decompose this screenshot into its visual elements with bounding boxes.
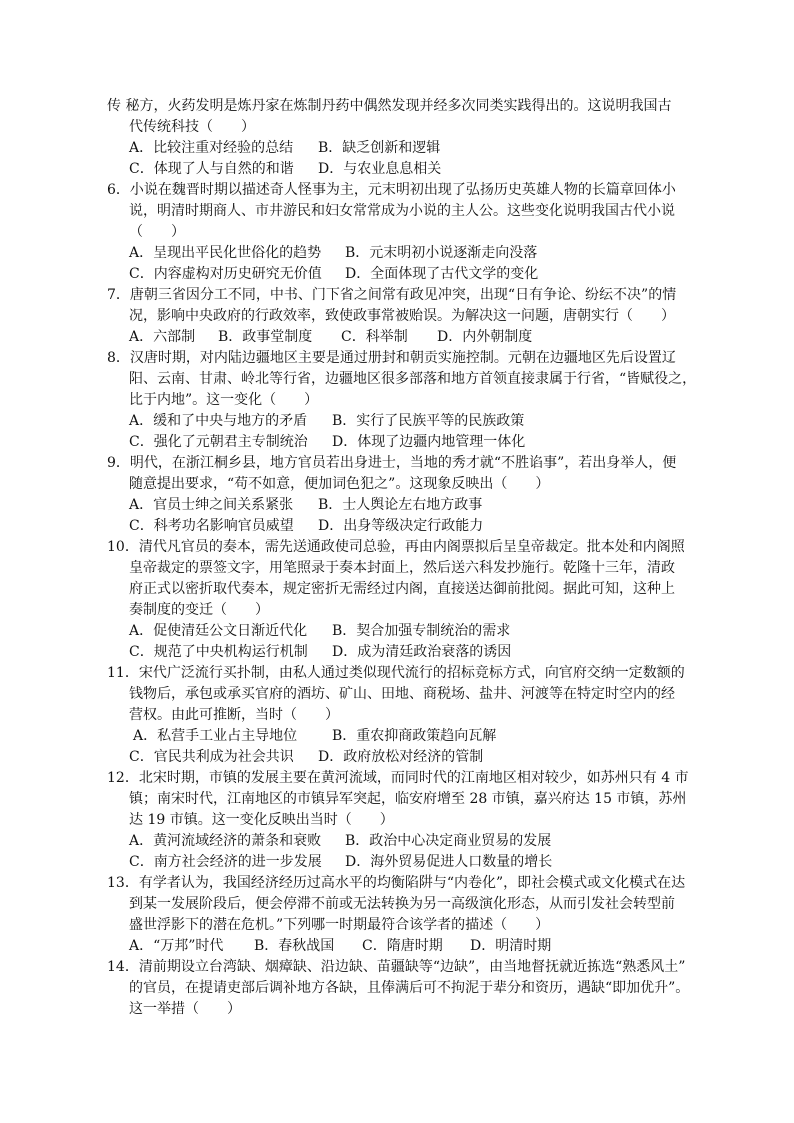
question-line: 9．明代，在浙江桐乡县，地方官员若出身进士，当地的秀才就“不胜谄事”，若出身举人，便 [107, 455, 677, 471]
question-line: 随意提出要求，“苟不如意，便加词色犯之”。这现象反映出（ ） [129, 476, 550, 492]
option-d: D．明清时期 [470, 938, 552, 954]
question-line: （ ） [129, 224, 185, 240]
option-c: C．规范了中央机构运行机制 [129, 644, 308, 660]
question-line: 6．小说在魏晋时期以描述奇人怪事为主，元末明初出现了弘扬历史英雄人物的长篇章回体小 [107, 182, 676, 198]
option-a: A．“万邦”时代 [129, 938, 224, 954]
question-line: 钱物后，承包或承买官府的酒坊、矿山、田地、商税场、盐井、河渡等在特定时空内的经 [129, 686, 675, 702]
question-line: 14．清前期设立台湾缺、烟瘴缺、沿边缺、苗疆缺等“边缺”，由当地督抚就近拣选“熟悉风土” [107, 959, 686, 975]
question-line: 传 秘方，火药发明是炼丹家在炼制丹药中偶然发现并经多次同类实践得出的。这说明我国古 [107, 98, 672, 114]
option-c: C．科举制 [341, 329, 408, 345]
question-line: 7．唐朝三省因分工不同，中书、门下省之间常有政见冲突，出现“日有争论、纷纭不决”的情 [107, 287, 677, 303]
option-c: C．官民共利成为社会共识 [129, 749, 294, 765]
question-line: 11．宋代广泛流行买扑制，由私人通过类似现代流行的招标竞标方式，向官府交纳一定数额的 [107, 665, 685, 681]
question-line: 盛世浮影下的潜在危机。”下列哪一时期最符合该学者的描述（ ） [129, 917, 550, 933]
question-line: 13．有学者认为，我国经济经历过高水平的均衡陷阱与“内卷化”，即社会模式或文化模式在达 [107, 875, 686, 891]
option-d: D．全面体现了古代文学的变化 [345, 266, 539, 282]
question-line: 10．清代凡官员的奏本，需先送通政使司总验，再由内阁票拟后呈皇帝裁定。批本处和内阁照 [107, 539, 685, 555]
question-line: 比于内地”。这一变化（ ） [129, 392, 319, 408]
option-d: D．与农业息息相关 [318, 161, 442, 177]
option-b: B．契合加强专制统治的需求 [332, 623, 511, 639]
question-line: 达 19 市镇。这一变化反映出当时（ ） [129, 812, 394, 828]
question-line: 阳、云南、甘肃、岭北等行省，边疆地区很多部落和地方首领直接隶属于行省，“皆赋役之， [129, 371, 697, 387]
question-line: 镇；南宋时代，江南地区的市镇异军突起，临安府增至 28 市镇，嘉兴府达 15 市镇，苏州 [129, 791, 687, 807]
question-line: 到某一发展阶段后，便会停滞不前或无法转换为另一高级演化形态，从而引发社会转型前 [129, 896, 675, 912]
option-b: B．士人舆论左右地方政事 [318, 497, 483, 513]
option-c: C．内容虚构对历史研究无价值 [129, 266, 322, 282]
option-c: C．体现了人与自然的和谐 [129, 161, 294, 177]
option-b: B．元末明初小说逐渐走向没落 [345, 245, 538, 261]
question-line: 况，影响中央政府的行政效率，致使政事常被贻误。为解决这一问题，唐朝实行（ ） [129, 308, 675, 324]
option-d: D．海外贸易促进人口数量的增长 [345, 854, 553, 870]
option-a: A．私营手工业占主导地位 [133, 728, 298, 744]
question-line: 皇帝裁定的票签文字，用笔照录于奏本封面上，然后送六科发抄施行。乾隆十三年，清政 [129, 560, 675, 576]
question-line: 奏制度的变迁（ ） [129, 602, 269, 618]
option-b: B．政治中心决定商业贸易的发展 [345, 833, 552, 849]
option-a: A．官员士绅之间关系紧张 [129, 497, 294, 513]
option-b: B．春秋战国 [254, 938, 335, 954]
option-d: D．政府放松对经济的管制 [318, 749, 484, 765]
option-a: A．呈现出平民化世俗化的趋势 [129, 245, 322, 261]
question-line: 说，明清时期商人、市井游民和妇女常常成为小说的主人公。这些变化说明我国古代小说 [129, 203, 675, 219]
option-b: B．重农抑商政策趋向瓦解 [332, 728, 497, 744]
option-d: D．出身等级决定行政能力 [318, 518, 484, 534]
option-b: B．实行了民族平等的民族政策 [332, 413, 525, 429]
option-d: D．体现了边疆内地管理一体化 [332, 434, 526, 450]
question-line: 代传统科技（ ） [129, 119, 255, 135]
option-a: A．促使清廷公文日渐近代化 [129, 623, 308, 639]
question-line: 的官员，在提请吏部后调补地方各缺，且俸满后可不拘泥于辈分和资历，遇缺“即加优升”。 [129, 980, 690, 996]
question-line: 8．汉唐时期，对内陆边疆地区主要是通过册封和朝贡实施控制。元朝在边疆地区先后设置辽 [107, 350, 676, 366]
option-c: C．南方社会经济的进一步发展 [129, 854, 322, 870]
question-line: 营权。由此可推断，当时（ ） [129, 707, 339, 723]
question-line: 这一举措（ ） [129, 1001, 241, 1017]
option-b: B．政事堂制度 [218, 329, 313, 345]
question-line: 12．北宋时期，市镇的发展主要在黄河流域，而同时代的江南地区相对较少，如苏州只有 4 市 [107, 770, 689, 786]
option-c: C．强化了元朝君主专制统治 [129, 434, 308, 450]
option-c: C．科考功名影响官员威望 [129, 518, 294, 534]
option-c: C．隋唐时期 [362, 938, 443, 954]
option-d: D．成为清廷政治衰落的诱因 [332, 644, 512, 660]
option-a: A．六部制 [129, 329, 196, 345]
option-a: A．缓和了中央与地方的矛盾 [129, 413, 308, 429]
option-b: B．缺乏创新和逻辑 [318, 140, 441, 156]
option-a: A．比较注重对经验的总结 [129, 140, 294, 156]
option-d: D．内外朝制度 [437, 329, 533, 345]
option-a: A．黄河流域经济的萧条和衰败 [129, 833, 322, 849]
question-line: 府正式以密折取代奏本，规定密折无需经过内阁，直接送达御前批阅。据此可知，这种上 [129, 581, 675, 597]
